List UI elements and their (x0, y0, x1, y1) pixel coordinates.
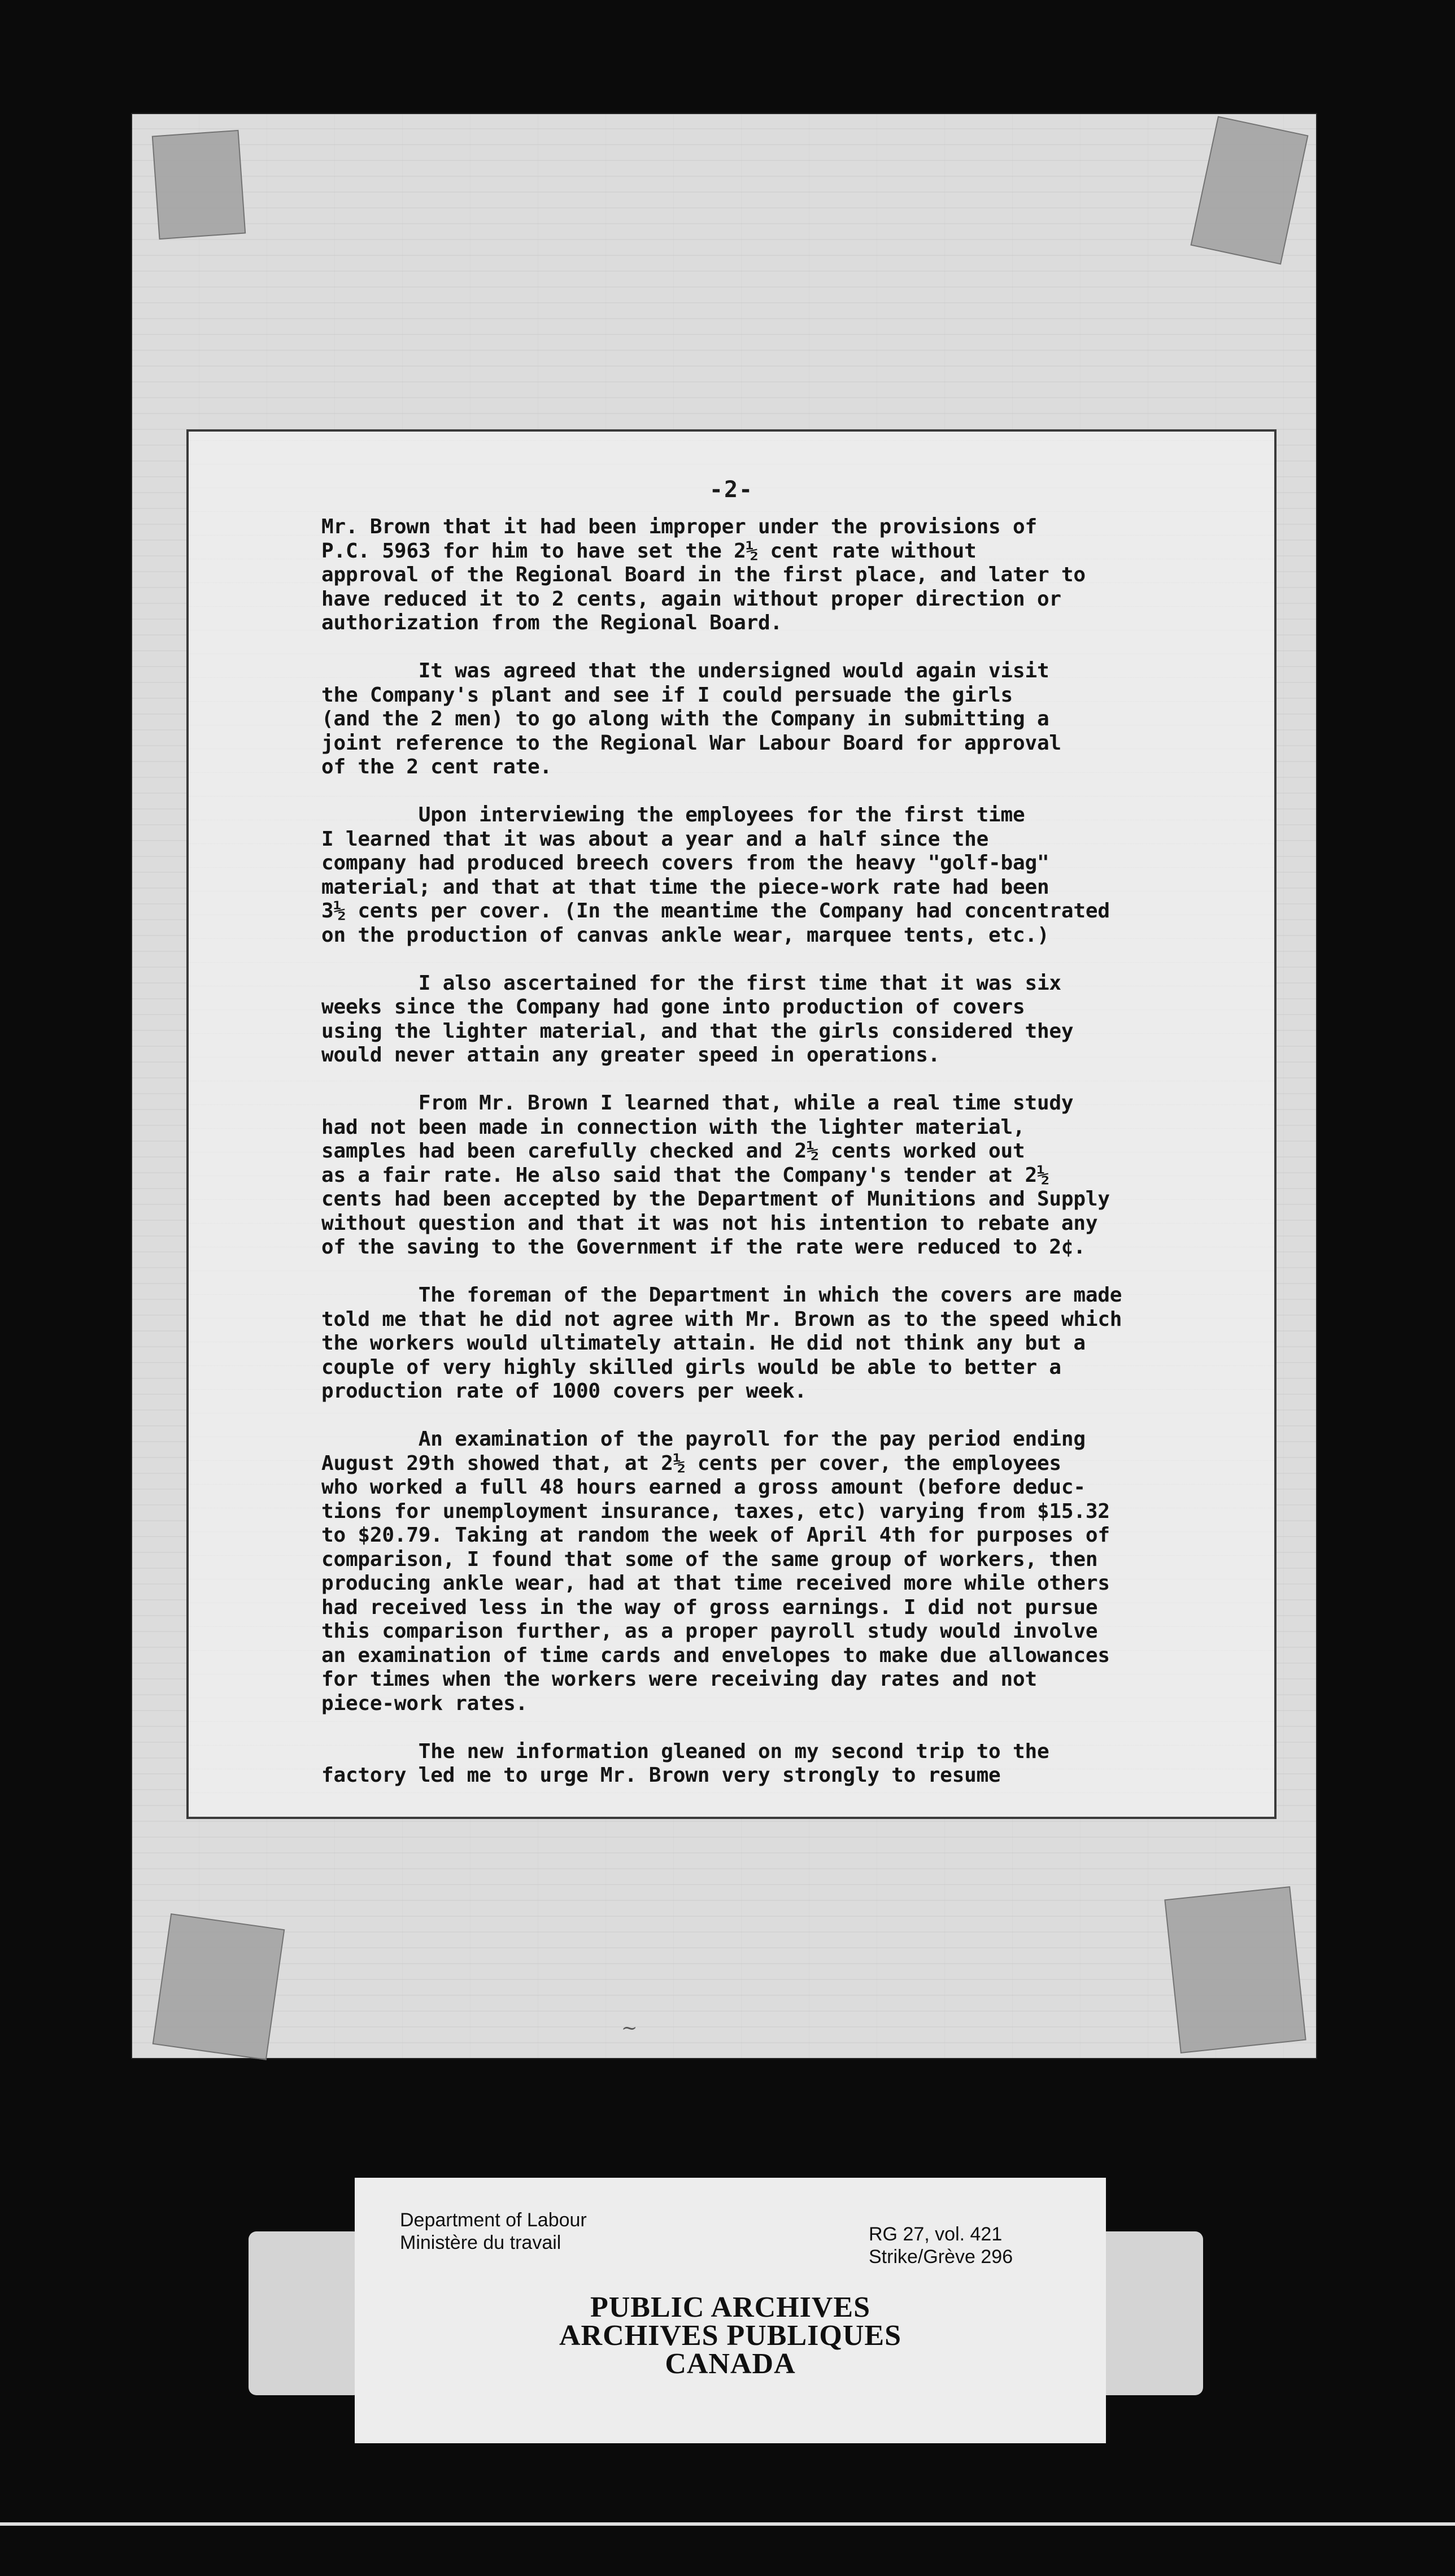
page-number: -2- (709, 477, 754, 503)
text-line (321, 1068, 1270, 1092)
archive-reference (869, 2223, 1013, 2268)
film-edge (0, 2522, 1455, 2526)
text-line: for times when the workers were receiving day rates and not (321, 1668, 1037, 1691)
text-line: cents had been accepted by the Department of Munitions and Supply (321, 1187, 1110, 1211)
text-line: authorization from the Regional Board. (321, 611, 783, 634)
text-line: approval of the Regional Board in the first place, and later to (321, 563, 1086, 586)
text-line: 3½ cents per cover. (In the meantime the Company had concentrated (321, 899, 1110, 923)
text-line: producing ankle wear, had at that time received more while others (321, 1572, 1110, 1595)
text-line (321, 1716, 1270, 1740)
label-tab-right (1090, 2231, 1203, 2395)
text-line: material; and that at that time the piece-work rate had been (321, 875, 1049, 899)
label-tab-left (249, 2231, 361, 2395)
text-line: Upon interviewing the employees for the first time (321, 803, 1025, 826)
text-line (321, 947, 1270, 972)
text-line: August 29th showed that, at 2½ cents per cover, the employees (321, 1451, 1061, 1475)
text-line: without question and that it was not his intention to rebate any (321, 1211, 1098, 1235)
text-line: The foreman of the Department in which the covers are made (321, 1283, 1122, 1307)
text-line: comparison, I found that some of the same group of workers, then (321, 1547, 1098, 1571)
department-fr: Ministère du travail (400, 2232, 561, 2253)
text-line: Mr. Brown that it had been improper under the provisions of (321, 515, 1037, 538)
text-line: who worked a full 48 hours earned a gross amount (before deduc- (321, 1476, 1086, 1499)
text-line: joint reference to the Regional War Labour Board for approval (321, 731, 1061, 755)
text-line: The new information gleaned on my second trip to the (321, 1739, 1049, 1763)
department-name (400, 2209, 587, 2254)
text-line: weeks since the Company had gone into production of covers (321, 995, 1025, 1019)
text-line: tions for unemployment insurance, taxes, etc) varying from $15.32 (321, 1499, 1110, 1523)
text-line: the Company's plant and see if I could persuade the girls (321, 683, 1013, 707)
text-line: of the saving to the Government if the rate were reduced to 2¢. (321, 1235, 1086, 1259)
text-line: have reduced it to 2 cents, again without proper direction or (321, 587, 1061, 611)
text-line: An examination of the payroll for the pay period ending (321, 1428, 1086, 1451)
public-archives-stamp (355, 2291, 1106, 2380)
text-line: company had produced breech covers from the heavy "golf-bag" (321, 851, 1049, 874)
stamp-line-2: ARCHIVES PUBLIQUES (559, 2320, 902, 2352)
department-en: Department of Labour (400, 2209, 587, 2231)
text-line: of the 2 cent rate. (321, 755, 552, 778)
label-header (355, 2178, 1106, 2291)
text-line: on the production of canvas ankle wear, marquee tents, etc.) (321, 923, 1049, 947)
reference-strike: Strike/Grève 296 (869, 2246, 1013, 2268)
text-line: couple of very highly skilled girls would be able to better a (321, 1355, 1061, 1379)
handwritten-mark: ~ (621, 2017, 638, 2039)
text-line: to $20.79. Taking at random the week of April 4th for purposes of (321, 1524, 1110, 1547)
text-line: samples had been carefully checked and 2½ cents worked out (321, 1139, 1025, 1163)
text-line: this comparison further, as a proper payroll study would involve (321, 1620, 1098, 1643)
letter-body (321, 515, 1270, 1788)
text-line: I learned that it was about a year and a half since the (321, 827, 989, 851)
text-line: would never attain any greater speed in operations. (321, 1043, 940, 1067)
text-line: From Mr. Brown I learned that, while a real time study (321, 1091, 1074, 1115)
text-line: the workers would ultimately attain. He did not think any but a (321, 1331, 1086, 1355)
text-line: had not been made in connection with the lighter material, (321, 1115, 1025, 1139)
text-line (321, 1404, 1270, 1428)
stamp-line-1: PUBLIC ARCHIVES (590, 2291, 871, 2323)
tape-bottom-right (1164, 1886, 1306, 2053)
text-line: P.C. 5963 for him to have set the 2½ cent rate without (321, 539, 977, 563)
typed-letter-page (186, 429, 1277, 1819)
text-line: factory led me to urge Mr. Brown very strongly to resume (321, 1764, 1001, 1787)
text-line: I also ascertained for the first time that it was six (321, 971, 1061, 995)
text-line (321, 780, 1270, 804)
text-line: production rate of 1000 covers per week. (321, 1380, 807, 1403)
tape-top-left (152, 130, 246, 240)
text-line: using the lighter material, and that the girls considered they (321, 1019, 1074, 1043)
text-line: It was agreed that the undersigned would again visit (321, 659, 1049, 682)
reference-volume: RG 27, vol. 421 (869, 2223, 1003, 2245)
text-line (321, 1260, 1270, 1284)
text-line: an examination of time cards and envelopes to make due allowances (321, 1643, 1110, 1667)
stamp-line-3: CANADA (665, 2348, 796, 2380)
text-line: as a fair rate. He also said that the Company's tender at 2½ (321, 1163, 1049, 1187)
text-line (321, 636, 1270, 660)
text-line: had received less in the way of gross earnings. I did not pursue (321, 1595, 1098, 1619)
text-line: (and the 2 men) to go along with the Company in submitting a (321, 707, 1049, 730)
text-line: told me that he did not agree with Mr. Brown as to the speed which (321, 1307, 1122, 1331)
text-line: piece-work rates. (321, 1691, 528, 1715)
tape-bottom-left (153, 1913, 285, 2060)
